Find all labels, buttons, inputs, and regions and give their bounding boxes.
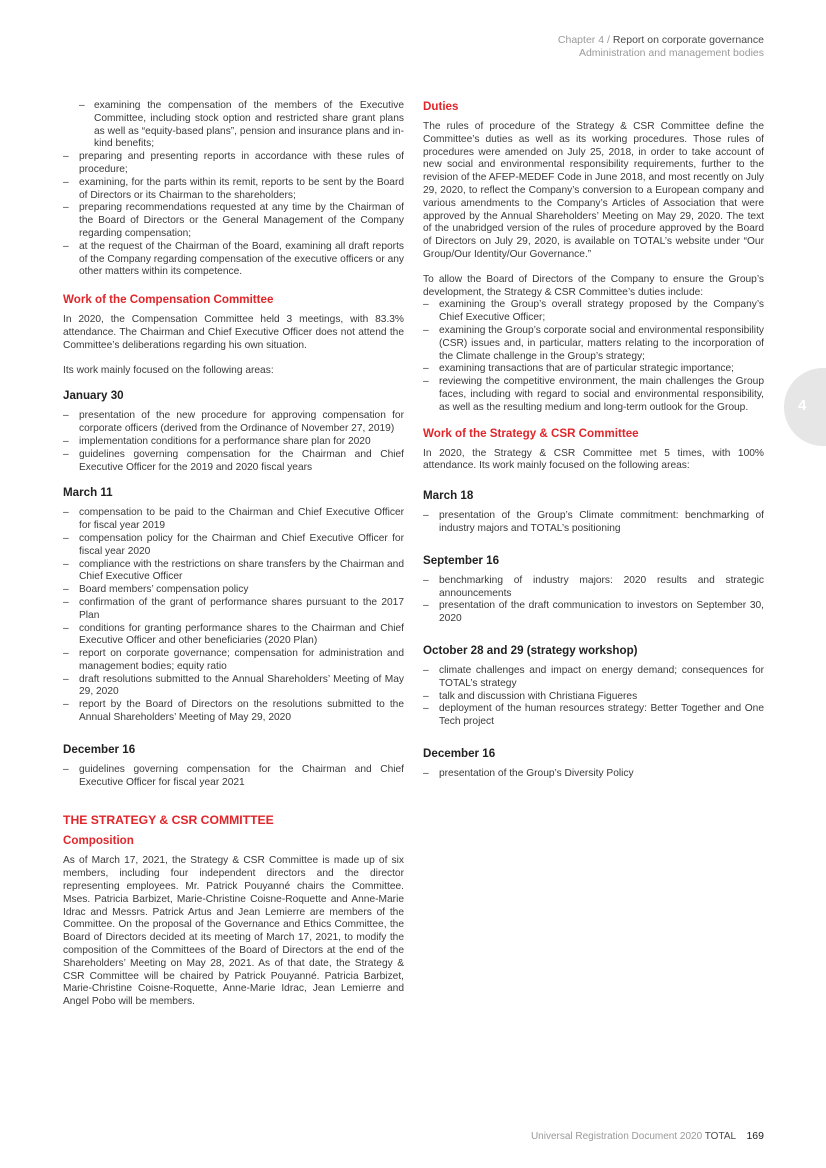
- left-column: [63, 100, 404, 1021]
- list-item: – guidelines governing compensation for the Chairman and Chief Executive Officer for the 2019 and 2020 fiscal years: [63, 449, 404, 475]
- intro-list: [63, 151, 404, 279]
- document-title: Universal Registration Document 2020: [530, 1131, 703, 1142]
- list-item: – presentation of the new procedure for approving compensation for corporate officers (derived from the Ordinance of November 27, 2019): [63, 410, 404, 436]
- dec-list: [63, 764, 404, 790]
- list-item: – conditions for granting performance shares to the Chairman and Chief Executive Officer and other beneficiaries (2020 Plan): [63, 623, 404, 649]
- list-item: – Board members’ compensation policy: [63, 584, 404, 597]
- list-item: – benchmarking of industry majors: 2020 results and strategic announcements: [423, 575, 764, 601]
- chapter-tab: 4: [784, 368, 826, 446]
- mar18-list: [423, 510, 764, 536]
- duties-intro: To allow the Board of Directors of the Company to ensure the Group’s development, the Strategy & CSR Committee’s duties include:: [423, 273, 764, 298]
- list-item: – examining the Group’s overall strategy proposed by the Company’s Chief Executive Officer;: [423, 299, 764, 325]
- list-item: – draft resolutions submitted to the Annual Shareholders’ Meeting of May 29, 2020: [63, 674, 404, 700]
- list-item: – talk and discussion with Christiana Figueres: [423, 691, 764, 704]
- list-item: – compensation policy for the Chairman and Chief Executive Officer for fiscal year 2020: [63, 533, 404, 559]
- composition-heading: Composition: [63, 834, 134, 848]
- compensation-work-paragraph: In 2020, the Compensation Committee held 3 meetings, with 83.3% attendance. The Chairman and Chief Executive Officer does not attend the Committee’s deliberations regarding his own situation.: [63, 314, 404, 351]
- chapter-title: Report on corporate governance: [612, 34, 764, 46]
- list-item: – deployment of the human resources strategy: Better Together and One Tech project: [423, 703, 764, 729]
- date-heading-mar: March 11: [63, 486, 113, 500]
- list-item: – preparing recommendations requested at any time by the Chairman of the Board of Directors or the General Management of the Company regarding compensation;: [63, 202, 404, 240]
- page-header: Chapter 4 / Report on corporate governance Administration and management bodies: [557, 34, 764, 59]
- date-heading-dec16: December 16: [423, 746, 496, 760]
- right-column: [423, 100, 764, 793]
- chapter-label: Chapter 4: [557, 34, 605, 46]
- composition-paragraph: As of March 17, 2021, the Strategy & CSR Committee is made up of six members, including four independent directors and the director representing employees. Mr. Patrick Pouyanné chairs the Committee. Mses. Patricia Barbizet, Marie-Christine Coisne-Roquette and Anne-Marie Idrac and Messrs. Patrick Artus and Jean Lemierre are members of the Committee. On the proposal of the Governance and Ethics Committee, the Board of Directors decided at its meeting of March 17, 2021, to modify the composition of the Committees of the Board of Directors at the end of the Shareholders’ Meeting on May 28, 2021. As of that date, the Strategy & CSR Committee will be chaired by Patrick Pouyanné. Patricia Barbizet, Marie-Christine Coisne-Roquette, Anne-Marie Idrac, Jean Lemierre and Angel Pobo will be members.: [63, 855, 404, 1008]
- list-item: – compliance with the restrictions on share transfers by the Chairman and Chief Executive Officer: [63, 559, 404, 585]
- dec16-list: [423, 768, 764, 781]
- section-subtitle: Administration and management bodies: [578, 47, 764, 59]
- duties-list: [423, 299, 764, 414]
- list-item: – presentation of the Group’s Climate commitment: benchmarking of industry majors and TOTAL’s positioning: [423, 510, 764, 536]
- strategy-work-paragraph: In 2020, the Strategy & CSR Committee met 5 times, with 100% attendance. Its work mainly focused on the following areas:: [423, 447, 764, 472]
- list-item: – examining the compensation of the members of the Executive Committee, including stock option and restricted share grant plans as well as “equity-based plans”, pension and insurance plans and in-kind benefits;: [63, 100, 404, 151]
- list-item: – report on corporate governance; compensation for administration and management bodies; equity ratio: [63, 648, 404, 674]
- strategy-work-heading: Work of the Strategy & CSR Committee: [423, 426, 639, 440]
- date-heading-jan: January 30: [63, 389, 124, 403]
- duties-heading: Duties: [423, 100, 459, 113]
- list-item: – reviewing the competitive environment, the main challenges the Group faces, including with regard to social and environmental responsibility, as well as the resulting medium and long-term outlook for the Group.: [423, 376, 764, 414]
- date-heading-mar18: March 18: [423, 489, 474, 503]
- compensation-work-heading: Work of the Compensation Committee: [63, 293, 274, 307]
- list-item: – examining transactions that are of particular strategic importance;: [423, 363, 764, 376]
- list-item: – guidelines governing compensation for the Chairman and Chief Executive Officer for fiscal year 2021: [63, 764, 404, 790]
- strategy-committee-heading: THE STRATEGY & CSR COMMITTEE: [63, 813, 274, 828]
- list-item: – presentation of the draft communication to investors on September 30, 2020: [423, 600, 764, 626]
- page-footer: [531, 1130, 764, 1142]
- date-heading-dec: December 16: [63, 742, 136, 756]
- oct-list: [423, 665, 764, 729]
- date-heading-oct: October 28 and 29 (strategy workshop): [423, 643, 638, 657]
- list-item: – implementation conditions for a performance share plan for 2020: [63, 436, 404, 449]
- list-item: – preparing and presenting reports in accordance with these rules of procedure;: [63, 151, 404, 177]
- list-item: – examining the Group’s corporate social and environmental responsibility (CSR) issues and, in particular, matters relating to the incorporation of the Climate challenge in the Group’s strategy;: [423, 325, 764, 363]
- compensation-work-intro: Its work mainly focused on the following areas:: [63, 364, 274, 376]
- list-item: – at the request of the Chairman of the Board, examining all draft reports of the Company regarding compensation of the executive officers or any other matters within its competence.: [63, 241, 404, 279]
- intro-sub-list: [63, 100, 404, 151]
- mar-list: [63, 507, 404, 725]
- list-item: – report by the Board of Directors on the resolutions submitted to the Annual Shareholders’ Meeting of May 29, 2020: [63, 699, 404, 725]
- list-item: – climate challenges and impact on energy demand; consequences for TOTAL’s strategy: [423, 665, 764, 691]
- list-item: – confirmation of the grant of performance shares pursuant to the 2017 Plan: [63, 597, 404, 623]
- page-number: 169: [746, 1130, 764, 1142]
- jan-list: [63, 410, 404, 474]
- list-item: – examining, for the parts within its remit, reports to be sent by the Board of Directors or its Chairman to the shareholders;: [63, 177, 404, 203]
- list-item: – presentation of the Group’s Diversity Policy: [423, 768, 764, 781]
- sep16-list: [423, 575, 764, 626]
- duties-paragraph: The rules of procedure of the Strategy & CSR Committee define the Committee’s duties as well as its working procedures. Those rules of procedures were amended on July 25, 2018, in order to take account of new social and environmental responsibility requirements, further to the revision of the AFEP-MEDEF Code in June 2018, and most recently on July 29, 2020, to reflect the Company’s conversion to a European company and various amendments to the Company’s Articles of Association that were approved by the Annual Shareholders’ Meeting on May 29, 2020. The text of the unabridged version of the rules of procedure approved by the Board of Directors on July 29, 2020, is available on TOTAL’s website under “Our Group/Our Identity/Our Governance.”: [423, 121, 764, 260]
- brand-name: TOTAL: [704, 1131, 736, 1142]
- list-item: – compensation to be paid to the Chairman and Chief Executive Officer for fiscal year 2019: [63, 507, 404, 533]
- date-heading-sep16: September 16: [423, 553, 500, 567]
